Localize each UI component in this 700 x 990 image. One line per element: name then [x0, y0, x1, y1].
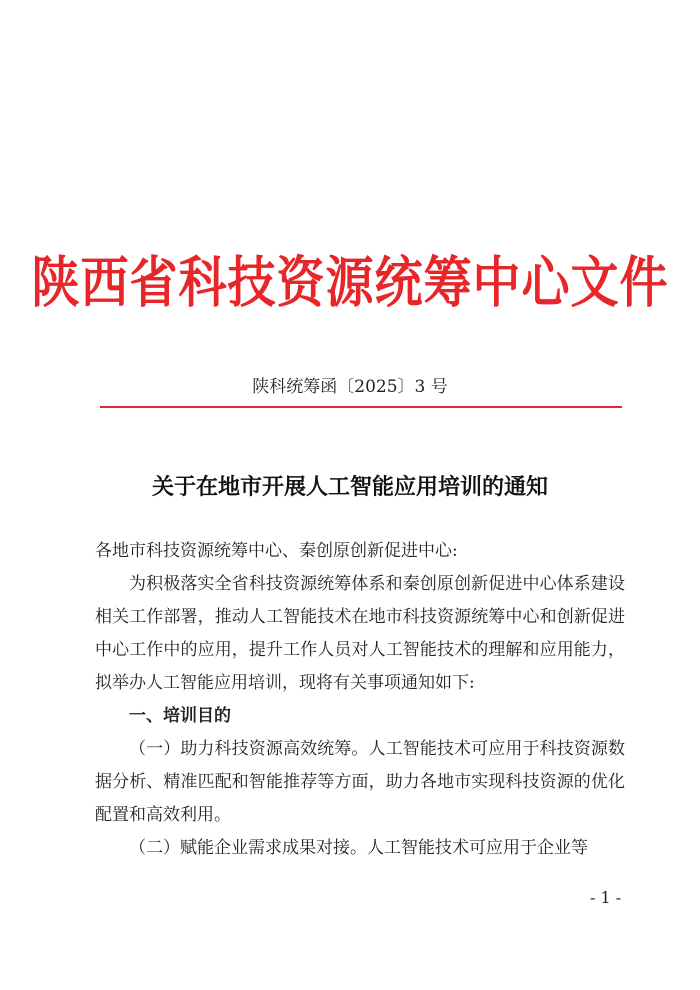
issuing-org-header: 陕西省科技资源统筹中心文件 [31, 250, 669, 316]
notice-body [95, 535, 625, 865]
document-number: 陕科统筹函〔2025〕3 号 [252, 377, 448, 397]
addressee-line: 各地市科技资源统筹中心、秦创原创新促进中心: [95, 541, 458, 561]
item-paragraph-2: （二）赋能企业需求成果对接。人工智能技术可应用于企业等 [129, 838, 588, 858]
intro-paragraph: 为积极落实全省科技资源统筹体系和秦创原创新促进中心体系建设相关工作部署，推动人工智能技术在地市科技资源统筹中心和创新促进中心工作中的应用，提升工作人员对人工智能技术的理解和应用能力，拟举办人工智能应用培训，现将有关事项通知如下: [95, 574, 625, 693]
item-paragraph-1: （一）助力科技资源高效统筹。人工智能技术可应用于科技资源数据分析、精准匹配和智能推荐等方面，助力各地市实现科技资源的优化配置和高效利用。 [95, 739, 625, 825]
section-heading-purpose: 一、培训目的 [129, 706, 231, 726]
notice-title: 关于在地市开展人工智能应用培训的通知 [151, 474, 548, 500]
page-number: - 1 - [590, 888, 622, 907]
red-separator-line [100, 406, 622, 408]
